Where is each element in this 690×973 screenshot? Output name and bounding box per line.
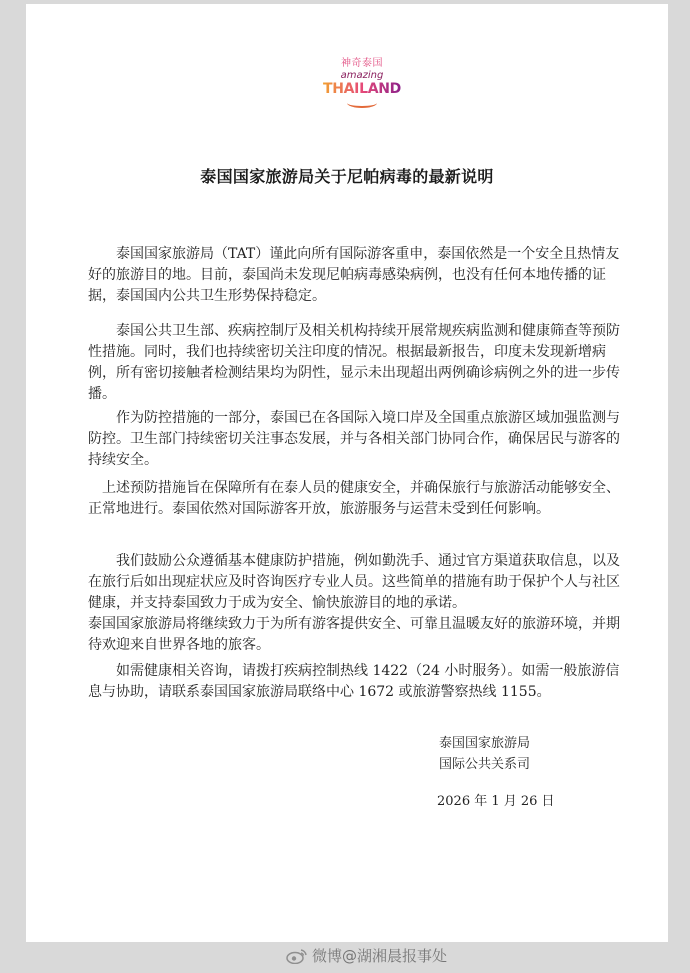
signature-org: 泰国国家旅游局 bbox=[439, 736, 531, 751]
weibo-icon bbox=[286, 948, 308, 964]
logo-thailand-text: THAILAND bbox=[322, 81, 401, 97]
signature-dept: 国际公共关系司 bbox=[439, 757, 531, 772]
paragraph-6: 如需健康相关咨询，请拨打疾病控制热线 1422（24 小时服务）。如需一般旅游信息与协助，请联系泰国国家旅游局联络中心 1672 或旅游警察热线 1155。 bbox=[88, 663, 620, 700]
logo-amazing-text: amazing bbox=[340, 70, 384, 81]
paragraph-4: 上述预防措施旨在保障所有在泰人员的健康安全，并确保旅行与旅游活动能够安全、正常地进行。泰国依然对国际游客开放，旅游服务与运营未受到任何影响。 bbox=[88, 480, 620, 517]
amazing-thailand-logo bbox=[322, 58, 402, 112]
watermark-text: 微博@湖湘晨报事处 bbox=[312, 947, 448, 965]
document-page bbox=[26, 4, 668, 942]
document-date: 2026 年 1 月 26 日 bbox=[437, 794, 555, 809]
logo-chinese-text: 神奇泰国 bbox=[341, 58, 383, 69]
paragraph-3: 作为防控措施的一部分，泰国已在各国际入境口岸及全国重点旅游区域加强监测与防控。卫生部门持续密切关注事态发展，并与各相关部门协同合作，确保居民与游客的持续安全。 bbox=[88, 410, 620, 468]
weibo-watermark bbox=[286, 945, 447, 966]
paragraph-5: 我们鼓励公众遵循基本健康防护措施，例如勤洗手、通过官方渠道获取信息，以及在旅行后如出现症状应及时咨询医疗专业人员。这些简单的措施有助于保护个人与社区健康，并支持泰国致力于成为安全、愉快旅游目的地的承诺。 泰国国家旅游局将继续致力于为所有游客提供安全、可靠且温暖友好的旅游环境，并期待欢迎来自世界各地的旅客。 bbox=[88, 553, 620, 653]
paragraph-1: 泰国国家旅游局（TAT）谨此向所有国际游客重申，泰国依然是一个安全且热情友好的旅游目的地。目前，泰国尚未发现尼帕病毒感染病例，也没有任何本地传播的证据，泰国国内公共卫生形势保持稳定。 bbox=[88, 246, 620, 304]
paragraph-2: 泰国公共卫生部、疾病控制厅及相关机构持续开展常规疾病监测和健康筛查等预防性措施。同时，我们也持续密切关注印度的情况。根据最新报告，印度未发现新增病例，所有密切接触者检测结果均为阴性，显示未出现超出两例确诊病例之外的进一步传播。 bbox=[88, 323, 620, 402]
logo-swoosh-icon bbox=[347, 98, 377, 108]
document-title: 泰国国家旅游局关于尼帕病毒的最新说明 bbox=[200, 167, 494, 186]
